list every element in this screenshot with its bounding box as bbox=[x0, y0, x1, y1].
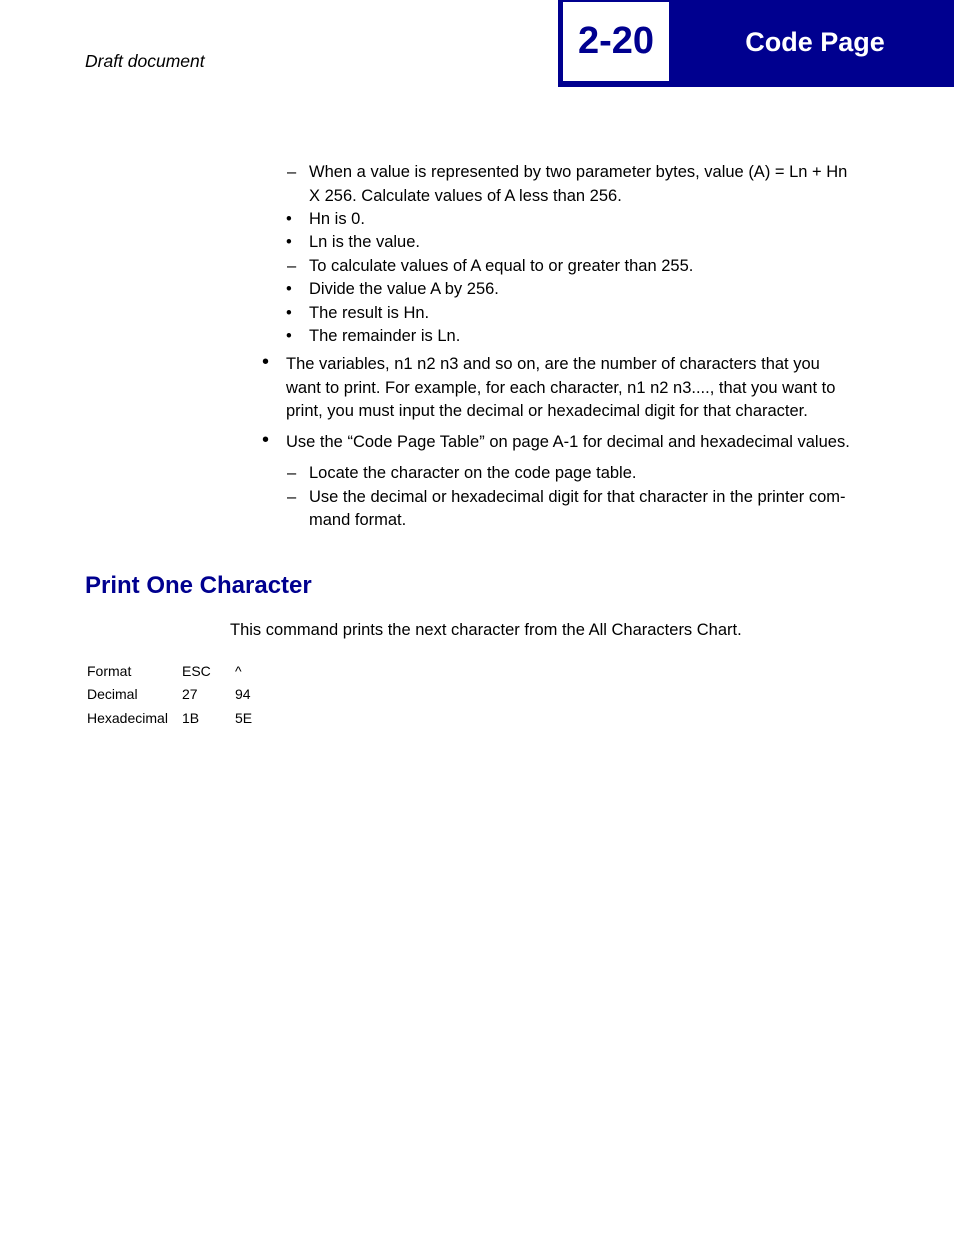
list-item: The remainder is Ln. bbox=[309, 327, 461, 345]
list-item: To calculate values of A equal to or greater than 255. bbox=[309, 257, 694, 275]
list-item: The result is Hn. bbox=[309, 304, 430, 322]
bullet-marker: • bbox=[286, 210, 292, 228]
list-item: mand format. bbox=[309, 511, 407, 529]
bullet-marker: • bbox=[286, 327, 292, 345]
draft-label: Draft document bbox=[85, 51, 205, 71]
dash-marker: – bbox=[287, 163, 297, 181]
decimal-value: 94 bbox=[235, 686, 251, 702]
list-item: Hn is 0. bbox=[309, 210, 365, 228]
bullet-marker: • bbox=[262, 429, 270, 451]
decimal-label: Decimal bbox=[87, 686, 138, 702]
bullet-marker: • bbox=[286, 233, 292, 251]
dash-marker: – bbox=[287, 464, 297, 482]
dash-marker: – bbox=[287, 257, 297, 275]
bullet-marker: • bbox=[262, 351, 270, 373]
dash-marker: – bbox=[287, 488, 297, 506]
list-item: The variables, n1 n2 n3 and so on, are the number of characters that you bbox=[286, 355, 820, 373]
bullet-marker: • bbox=[286, 280, 292, 298]
format-value: ^ bbox=[235, 663, 242, 679]
hexadecimal-value: 5E bbox=[235, 710, 253, 726]
hexadecimal-label: Hexadecimal bbox=[87, 710, 168, 726]
list-item: Divide the value A by 256. bbox=[309, 280, 499, 298]
hexadecimal-value: 1B bbox=[182, 710, 200, 726]
list-item: When a value is represented by two parameter bytes, value (A) = Ln + Hn bbox=[309, 163, 848, 181]
list-item: want to print. For example, for each character, n1 n2 n3...., that you want to bbox=[286, 379, 836, 397]
page-number: 2-20 bbox=[577, 20, 655, 62]
section-title: Print One Character bbox=[85, 572, 312, 599]
list-item: Use the decimal or hexadecimal digit for that character in the printer com- bbox=[309, 488, 846, 506]
list-item: Locate the character on the code page table. bbox=[309, 464, 637, 482]
decimal-value: 27 bbox=[182, 686, 198, 702]
list-item: Ln is the value. bbox=[309, 233, 420, 251]
chapter-title: Code Page bbox=[745, 27, 885, 57]
format-value: ESC bbox=[182, 663, 211, 679]
list-item: X 256. Calculate values of A less than 256. bbox=[309, 187, 622, 205]
section-intro: This command prints the next character from the All Characters Chart. bbox=[230, 621, 742, 639]
format-label: Format bbox=[87, 663, 132, 679]
bullet-marker: • bbox=[286, 304, 292, 322]
page-number-box bbox=[563, 2, 669, 81]
list-item: Use the “Code Page Table” on page A-1 for decimal and hexadecimal values. bbox=[286, 433, 850, 451]
list-item: print, you must input the decimal or hexadecimal digit for that character. bbox=[286, 402, 808, 420]
